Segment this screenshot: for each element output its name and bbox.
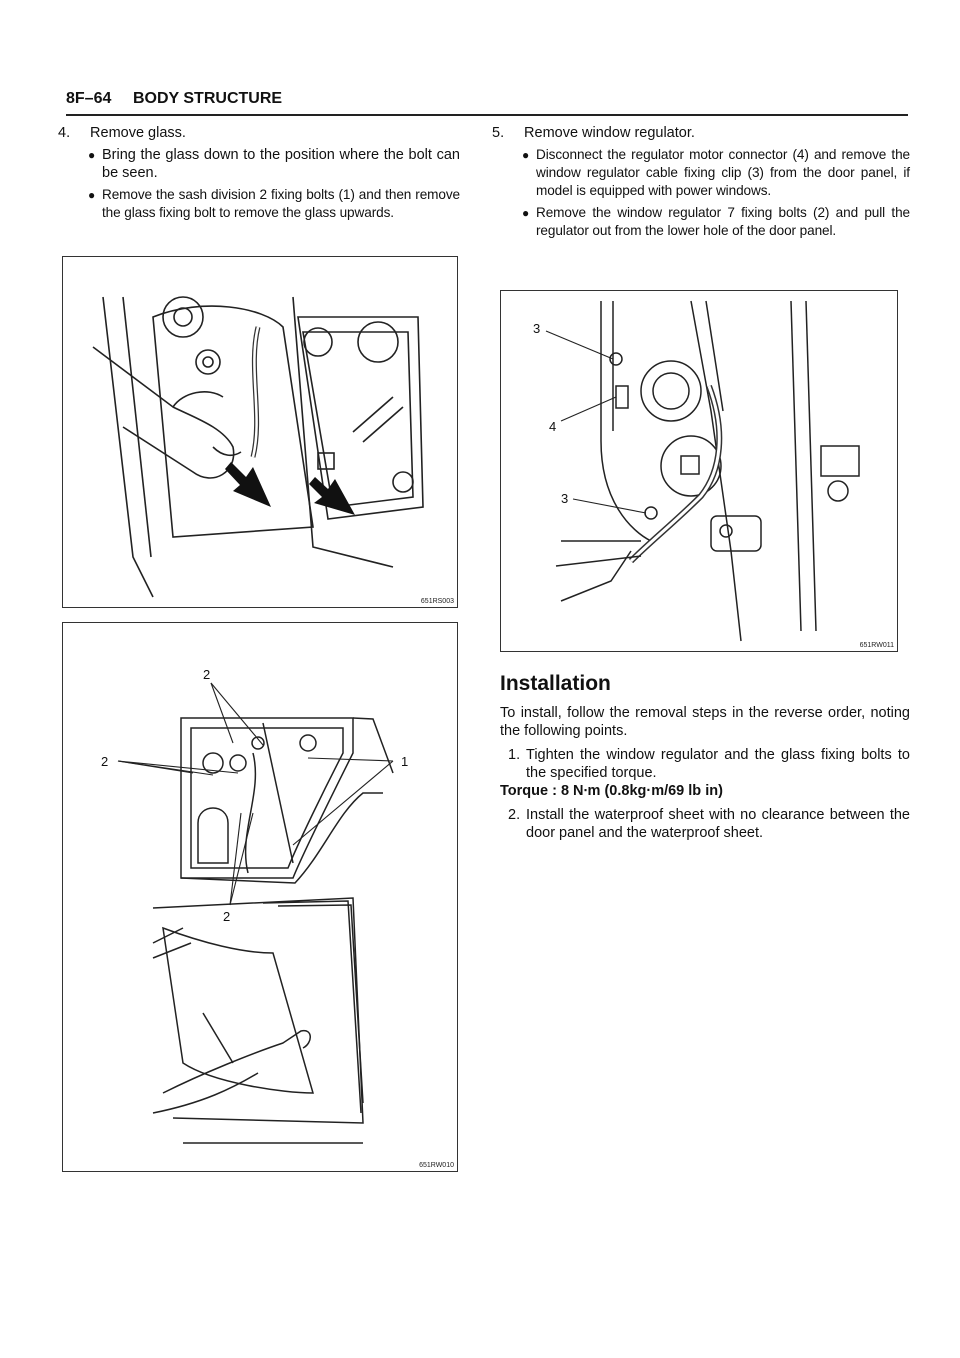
step-5-bullet-2 [520, 204, 910, 240]
header-rule [66, 114, 908, 116]
step-number: 2. [508, 807, 521, 823]
step-4-block [58, 124, 460, 222]
step-number: 5. [492, 125, 505, 141]
step-title: Remove glass. [90, 125, 186, 141]
step-5-heading [492, 124, 910, 142]
figure-caption: 651RW010 [419, 1162, 454, 1169]
step-title: Remove window regulator. [524, 125, 695, 141]
callout-1-right: 1 [401, 754, 409, 769]
bullet-icon [88, 146, 102, 164]
step-text: Install the waterproof sheet with no clearance between the door panel and the waterproof sheet. [526, 807, 910, 841]
bullet-text: Remove the window regulator 7 fixing bolts (2) and pull the regulator out from the lower hole of the door panel. [536, 205, 910, 238]
bullet-text: Disconnect the regulator motor connector (4) and remove the window regulator cable fixing clip (3) from the door panel, if model is equipped with power windows. [536, 147, 910, 198]
bullet-icon [522, 146, 536, 164]
page-header [66, 88, 908, 114]
callout-2-top: 2 [203, 667, 211, 682]
callout-2-bottom: 2 [223, 909, 231, 924]
installation-intro: To install, follow the removal steps in the reverse order, noting the following points. [500, 705, 910, 739]
step-5-block [492, 124, 910, 240]
bullet-text: Remove the sash division 2 fixing bolts (1) and then remove the glass fixing bolt to remove the glass upwards. [102, 187, 460, 220]
callout-3-bottom: 3 [561, 491, 569, 506]
step-4-heading [58, 124, 460, 142]
step-number: 1. [508, 747, 521, 763]
bullet-text: Bring the glass down to the position where the bolt can be seen. [102, 147, 460, 181]
figure-caption: 651RS003 [420, 598, 454, 605]
installation-step-1 [500, 746, 910, 782]
figure-regulator-connector [500, 290, 898, 652]
callout-4: 4 [549, 419, 557, 434]
installation-heading: Installation [500, 672, 611, 695]
installation-body [500, 704, 910, 842]
page-number: 8F–64 [66, 90, 112, 107]
glass-removal-illustration [63, 623, 457, 1171]
callout-3-top: 3 [533, 321, 541, 336]
figure-glass-bolts [62, 256, 458, 608]
figure-caption: 651RW011 [859, 642, 894, 649]
step-4-bullet-1 [86, 146, 460, 182]
step-4-bullet-2 [86, 186, 460, 222]
torque-spec: Torque : 8 N∙m (0.8kg·m/69 lb in) [500, 783, 723, 799]
section-title: BODY STRUCTURE [133, 90, 283, 107]
step-5-bullet-1 [520, 146, 910, 200]
bullet-icon [522, 204, 536, 222]
door-glass-illustration [63, 257, 457, 607]
regulator-illustration [501, 291, 897, 651]
figure-glass-removal [62, 622, 458, 1172]
step-number: 4. [58, 125, 71, 141]
step-text: Tighten the window regulator and the glass fixing bolts to the specified torque. [526, 747, 910, 781]
callout-2-left: 2 [101, 754, 109, 769]
bullet-icon [88, 186, 102, 204]
installation-step-2 [500, 806, 910, 842]
